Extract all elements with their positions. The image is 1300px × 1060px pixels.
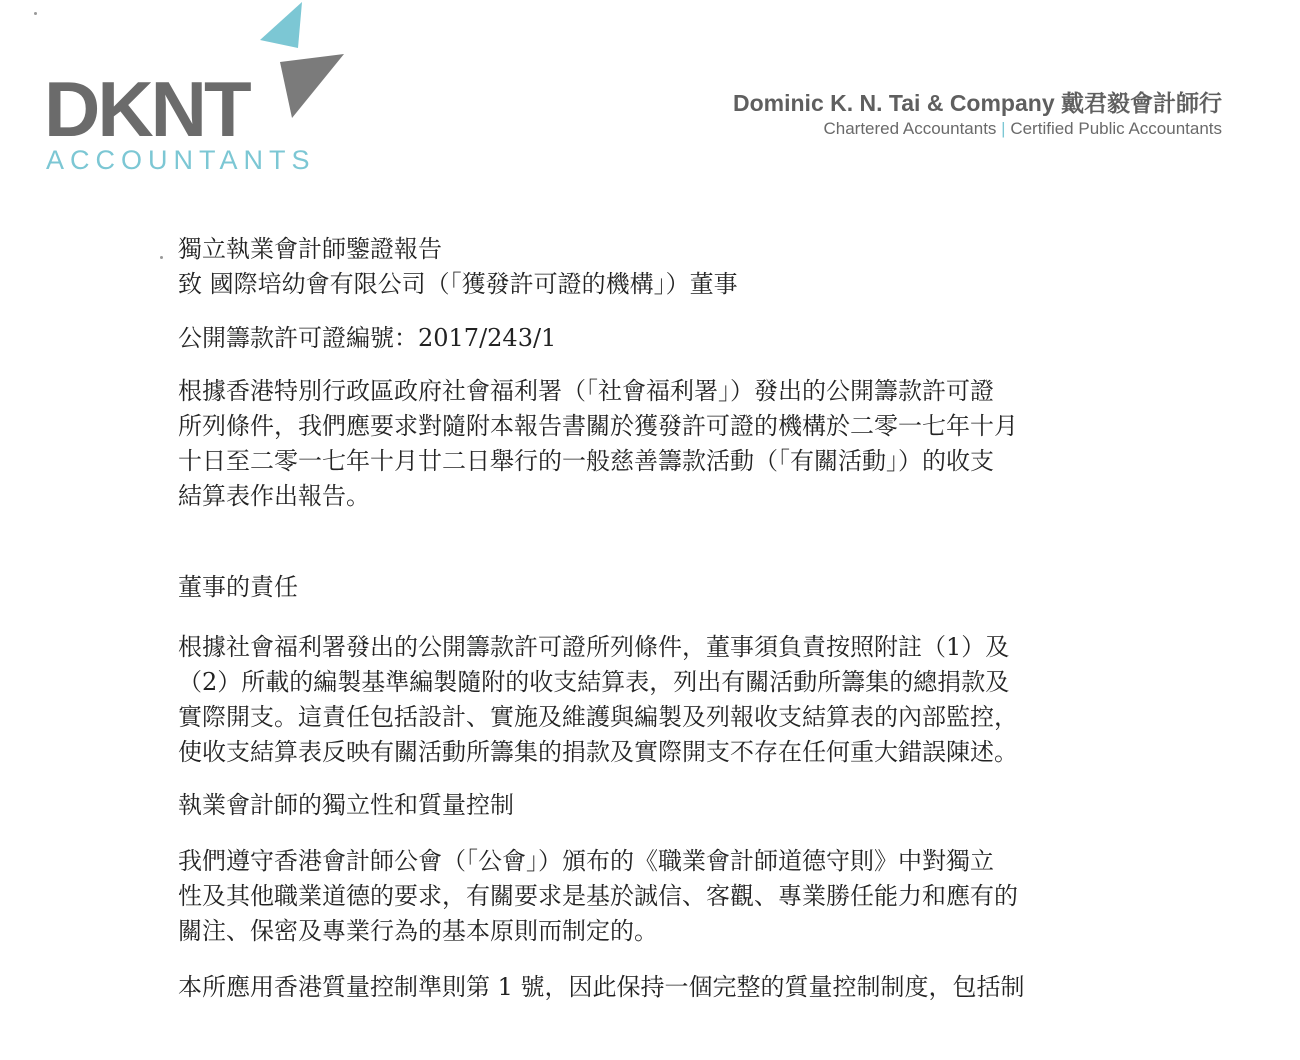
independence-paragraph (178, 844, 1138, 949)
firm-desc-left: Chartered Accountants (823, 119, 997, 138)
firm-desc-separator: | (1001, 119, 1006, 138)
report-body (178, 232, 1138, 1005)
intro-line: 所列條件，我們應要求對隨附本報告書關於獲發許可證的機構於二零一七年十月 (178, 412, 1018, 440)
scan-speck (160, 256, 163, 259)
independence-line: 性及其他職業道德的要求，有關要求是基於誠信、客觀、專業勝任能力和應有的 (178, 882, 1018, 910)
report-title: 獨立執業會計師鑒證報告 (178, 235, 442, 263)
independence-line: 關注、保密及專業行為的基本原則而制定的。 (178, 917, 658, 945)
logo-subtitle: ACCOUNTANTS (46, 145, 316, 175)
intro-line: 根據香港特別行政區政府社會福利署（「社會福利署」）發出的公開籌款許可證 (178, 377, 994, 405)
section-title-independence: 執業會計師的獨立性和質量控制 (178, 791, 514, 819)
quality-control-line: 本所應用香港質量控制準則第 1 號，因此保持一個完整的質量控制制度，包括制 (178, 973, 1025, 1001)
directors-line: 使收支結算表反映有關活動所籌集的捐款及實際開支不存在任何重大錯誤陳述。 (178, 738, 1018, 766)
firm-header (733, 88, 1222, 140)
intro-line: 結算表作出報告。 (178, 482, 370, 510)
license-number: 公開籌款許可證編號：2017/243/1 (178, 324, 557, 352)
firm-name: Dominic K. N. Tai & Company 戴君毅會計師行 (733, 90, 1222, 116)
firm-desc-right: Certified Public Accountants (1010, 119, 1222, 138)
section-title-directors: 董事的責任 (178, 573, 298, 601)
logo-text: DKNT (44, 65, 249, 153)
directors-line: （2）所載的編製基準編製隨附的收支結算表，列出有關活動所籌集的總捐款及 (178, 668, 1010, 696)
firm-description (733, 118, 1222, 140)
report-addressee: 致 國際培幼會有限公司（「獲發許可證的機構」）董事 (178, 270, 738, 298)
intro-line: 十日至二零一七年十月廿二日舉行的一般慈善籌款活動（「有關活動」）的收支 (178, 447, 994, 475)
intro-paragraph (178, 374, 1138, 514)
scan-speck (34, 12, 37, 15)
directors-line: 實際開支。這責任包括設計、實施及維護與編製及列報收支結算表的內部監控， (178, 703, 1018, 731)
firm-logo (44, 0, 374, 190)
directors-line: 根據社會福利署發出的公開籌款許可證所列條件，董事須負責按照附註（1）及 (178, 633, 1010, 661)
independence-line: 我們遵守香港會計師公會（「公會」）頒布的《職業會計師道德守則》中對獨立 (178, 847, 994, 875)
directors-paragraph (178, 630, 1138, 770)
